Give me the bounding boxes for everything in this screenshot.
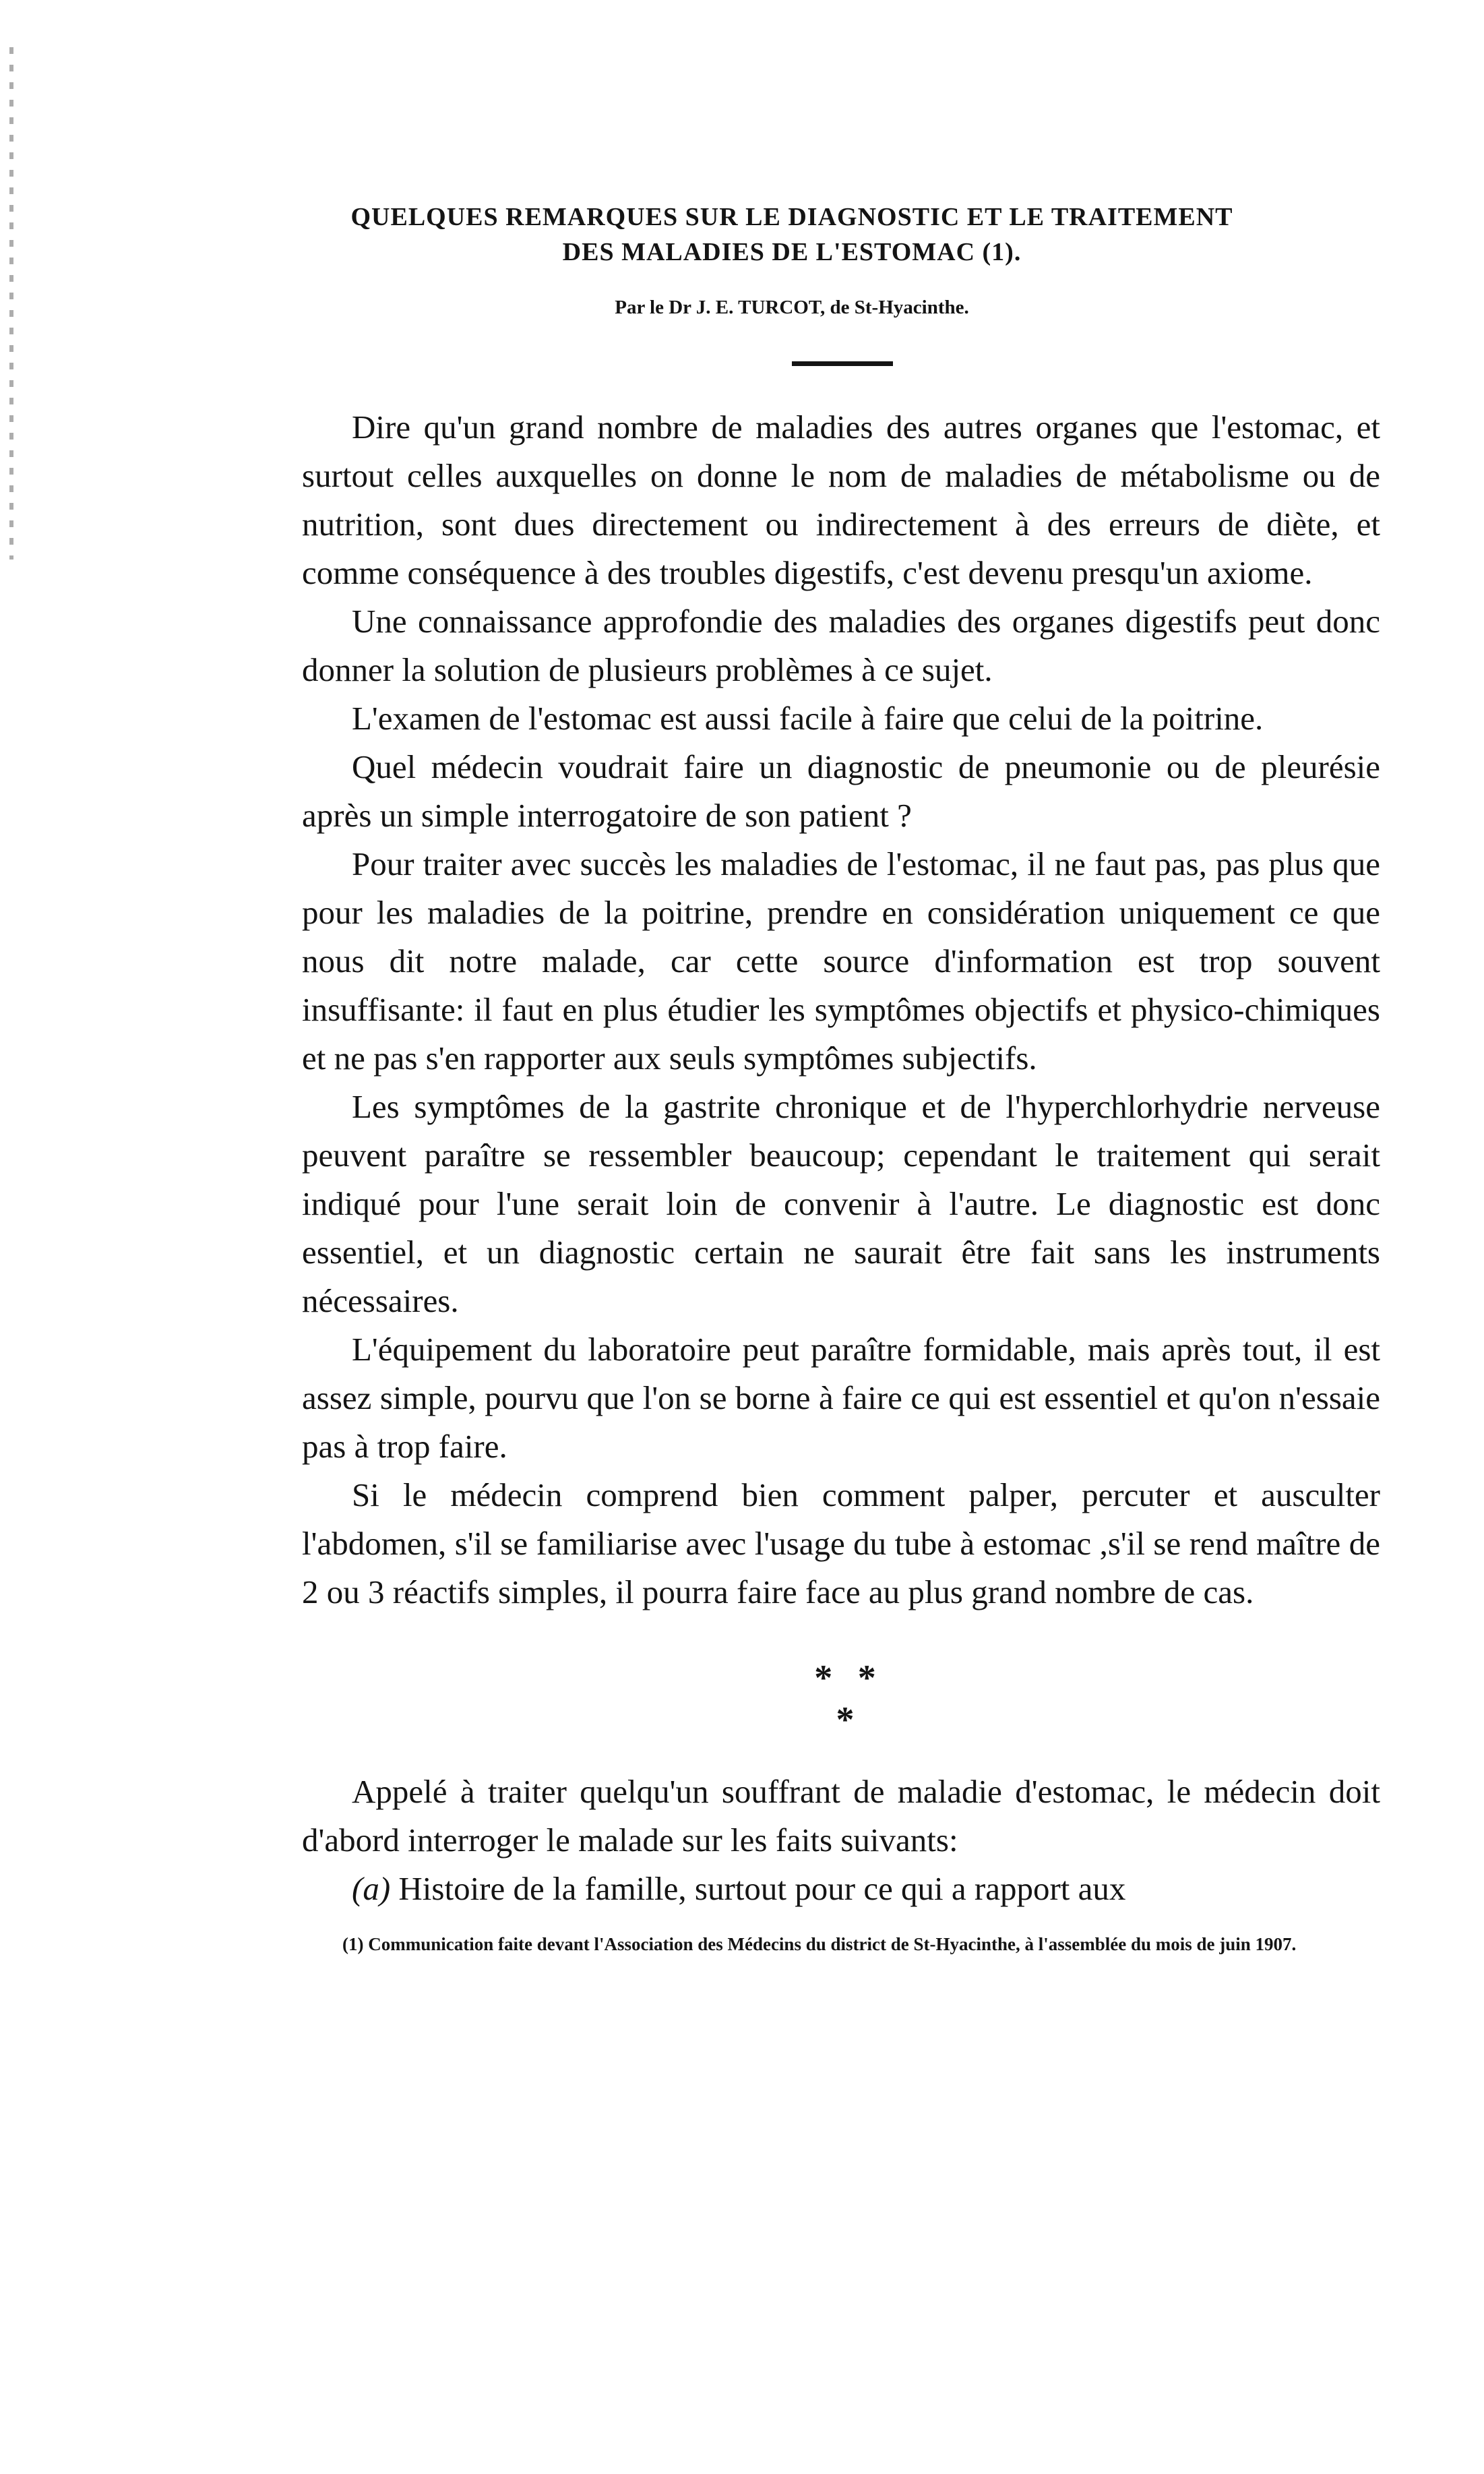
article-title-line-1: QUELQUES REMARQUES SUR LE DIAGNOSTIC ET LE TRAITEMENT: [350, 203, 1233, 231]
item-a-marker: (a): [352, 1870, 391, 1907]
paragraph-3: L'examen de l'estomac est aussi facile à faire que celui de la poitrine.: [352, 700, 1264, 737]
section-2-item-a: [302, 1865, 1380, 1913]
footnote: (1) Communication faite devant l'Association des Médecins du district de St-Hyacinthe, à l'assemblée du mois de juin 1907.: [342, 1934, 1297, 1954]
title-rule: [792, 361, 893, 366]
section-separator: * * *: [814, 1658, 884, 1740]
section-2-body: [302, 1768, 1380, 1913]
paragraph-7: L'équipement du laboratoire peut paraître formidable, mais après tout, il est assez simple, pourvu que l'on se borne à faire ce qui est essentiel et qu'on n'essaie pas à trop faire.: [302, 1331, 1380, 1465]
paragraph-5: Pour traiter avec succès les maladies de l'estomac, il ne faut pas, pas plus que pour les maladies de la poitrine, prendre en considération uniquement ce que nous dit notre malade, car cette source d'information est trop souvent insuffisante: il faut en plus étudier les symptômes objectifs et physico-chimiques et ne pas s'en rapporter aux seuls symptômes subjectifs.: [302, 845, 1380, 1077]
paragraph-4: Quel médecin voudrait faire un diagnostic de pneumonie ou de pleurésie après un simple interrogatoire de son patient ?: [302, 748, 1380, 834]
paragraph-8: Si le médecin comprend bien comment palper, percuter et ausculter l'abdomen, s'il se familiarise avec l'usage du tube à estomac ,s'il se rend maître de 2 ou 3 réactifs simples, il pourra faire face au plus grand nombre de cas.: [302, 1476, 1380, 1610]
scan-edge-marks: [9, 47, 13, 560]
article-body: [302, 403, 1380, 1617]
section-2-intro: Appelé à traiter quelqu'un souffrant de maladie d'estomac, le médecin doit d'abord interroger le malade sur les faits suivants:: [302, 1773, 1380, 1859]
article-byline: Par le Dr J. E. TURCOT, de St-Hyacinthe.: [615, 297, 969, 318]
paragraph-6: Les symptômes de la gastrite chronique et de l'hyperchlorhydrie nerveuse peuvent paraître se ressembler beaucoup; cependant le traitement qui serait indiqué pour l'une serait loin de convenir à l'autre. Le diagnostic est donc essentiel, et un diagnostic certain ne saurait être fait sans les instruments nécessaires.: [302, 1088, 1380, 1319]
item-a-text: Histoire de la famille, surtout pour ce qui a rapport aux: [398, 1870, 1126, 1907]
article-title-line-2: DES MALADIES DE L'ESTOMAC (1).: [562, 238, 1022, 266]
paragraph-1: Dire qu'un grand nombre de maladies des autres organes que l'estomac, et surtout celles auxquelles on donne le nom de maladies de métabolisme ou de nutrition, sont dues directement ou indirectement à des erreurs de diète, et comme conséquence à des troubles digestifs, c'est devenu presqu'un axiome.: [302, 409, 1380, 591]
paragraph-2: Une connaissance approfondie des maladies des organes digestifs peut donc donner la solution de plusieurs problèmes à ce sujet.: [302, 603, 1380, 688]
